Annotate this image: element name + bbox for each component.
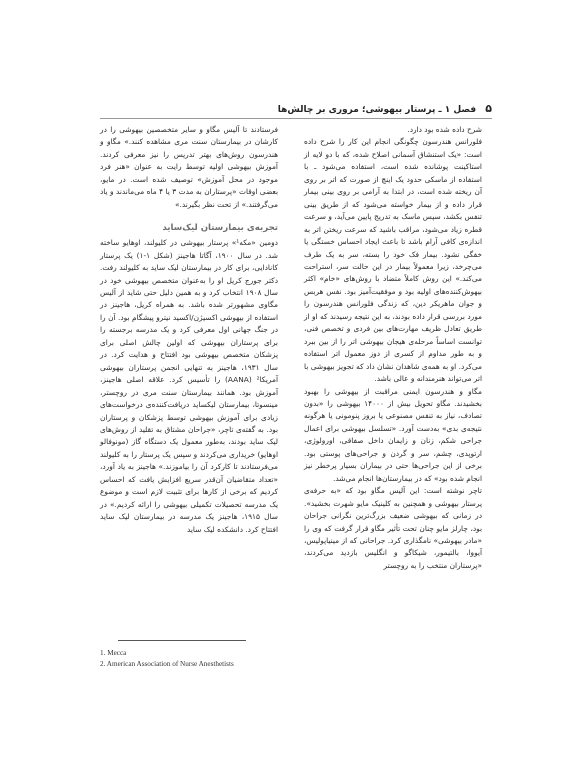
paragraph: مگاو و هندرسون ایمنی مراقبت از بیهوشی را بهبود بخشیدند. مگاو تحویل بیش از ۱۴۰۰۰ بیهوشی را «بدون تصادف، نیاز به تنفس مصنوعی یا بروز پنومونی یا هرگونه نتیجه‌ی بدی» به‌دست آورد. «تسلسل بیهوشی برای اعمال جراحی شکم، زنان و زایمان داخل صفاقی، اورولوژی، ارتوپدی، چشم، سر و گردن و جراحی‌های پوستی بود. برخی از این جراحی‌ها حتی در بیماران بسیار پرخطر نیز انجام شده بود» که در بیمارستان‌ها انجام می‌شد. [304, 386, 482, 483]
footnote: 1. Mecca [100, 649, 127, 657]
paragraph: شرح داده شده بود دارد. [407, 125, 482, 134]
page-number: ۵ [485, 102, 492, 115]
footnotes [100, 648, 290, 670]
right-column [304, 124, 482, 572]
running-head [100, 100, 492, 118]
footnote-rule [118, 640, 246, 641]
chapter-title: فصل ۱ ـ پرستار بیهوشی؛ مروری بر چالش‌ها [277, 105, 477, 115]
left-column [100, 124, 278, 536]
header-rule [100, 118, 492, 119]
section-heading: تجربه‌ی بیمارستان لیک‌ساید [162, 223, 278, 234]
paragraph: فرستادند تا آلیس مگاو و سایر متخصصین بیهوشی را در کارشان در بیمارستان سنت مری مشاهده کنند.» مگاو و هندرسون روش‌های بهتر تدریس را نیز معرفی کردند. آموزش بیهوشی اولیه توسط رایت به عنوان «هنر فرد موجود در محل آموزش» توصیف شده است. در مایو، بعضی اوقات «پرستاران به مدت ۳ یا ۴ ماه می‌ماندند و یاد می‌گرفتند.» از تحت نظر بگیرند.» [100, 125, 278, 209]
paragraph: تاچر نوشته است: این آلیس مگاو بود که «به حرفه‌ی پرستار بیهوشی و همچنین به کلینیک مایو شهرت بخشید». در زمانی که بیهوشی ضعیف بزرگ‌ترین نگرانی جراحان بود، چارلز مایو چنان تحت تأثیر مگاو قرار گرفت که وی را «مادر بیهوشی» نامگذاری کرد. جراحانی که از مینیاپولیس، آیووا، بالتیمور، شیکاگو و انگلیس بازدید می‌کردند، «پرستاران منتخب را به روچستر [304, 486, 482, 570]
paragraph: فلورانس هندرسون چگونگی انجام این کار را شرح داده است: «یک استنشاق آسمانی اصلاح شده، که با دو لایه از استاکینت پوشانده شده است، استفاده می‌شود ـ با استفاده از ماسکی حدود یک اینچ از صورت که اتر بر روی آن ریخته شده است، در ابتدا به آرامی بر روی بینی بیمار قرار داده و از بیمار خواسته می‌شود که از طریق بینی تنفس بکشد، سپس ماسک به تدریج پایین می‌آید، و سرعت قطره زیاد می‌شود، مراقب باشید که سرعت ریختن اتر به اندازه‌ی کافی آرام باشد تا باعث ایجاد احساس خستگی یا خفگی نشود. بیمار فک خود را بسته، سر به یک طرف می‌چرخد، زیرا معمولاً بیمار در این حالت سر، استراحت می‌کند.» این روش کاملاً متضاد با روش‌های «خام» اکثر بیهوش‌کننده‌های اولیه بود و موفقیت‌آمیز بود. نفس هربس و جوان ماهریکر دین، که زندگی فلورانس هندرسون را مورد بررسی قرار داده بودند، به این نتیجه رسیدند که او از طریق تعادل ظریف مهارت‌های بین فردی و تخصص فنی، توانست اساساً مرحله‌ی هیجان بیهوشی اتر را از بین ببرد و به طور مداوم از کسری از دوز معمول اتر استفاده می‌کرد. او به همه‌ی شاهدان نشان داد که تجویز بیهوشی با اتر می‌تواند هنرمندانه و عالی باشد. [304, 137, 482, 384]
footnote: 2. American Association of Nurse Anesthetists [100, 660, 234, 668]
paragraph: دومین «مکه¹» پرستار بیهوشی در کلیولند، اوهایو ساخته شد. در سال ۱۹۰۰، آگاتا هاجینز (شکل ۱-۱) یک پرستار کانادایی، برای کار در بیمارستان لیک ساید به کلیولند رفت. دکتر جورج کریل او را به‌عنوان متخصص بیهوشی خود در سال ۱۹۰۸ انتخاب کرد و به همین دلیل حتی شاید از آلیس مگاوی مشهورتر شده باشد. به همراه کریل، هاجینز در استفاده از بیهوشی اکسیژن/اکسید نیترو پیشگام بود. آن را در جنگ جهانی اول معرفی کرد و یک مدرسه برجسته را برای پرستاران بیهوشی که اولین چالش اصلی برای پزشکان متخصص بیهوشی بود افتتاح و هدایت کرد. در سال ۱۹۳۱، هاجینز به تنهایی انجمن پرستاران بیهوشی آمریکا² (AANA) را تأسیس کرد. علاقه اصلی هاجینز، آموزش بود. همانند بیمارستان سنت مری در روچستر، مینسوتا، بیمارستان لیکساید دریافت‌کننده‌ی درخواست‌های زیادی برای آموزش بیهوشی توسط پزشکان و پرستاران بود. به گفته‌ی تاچر، «جراحان مشتاق به تقلید از روش‌های لیک ساید بودند، به‌طور معمول یک دستگاه گاز (مونوفالو اوهایو) خریداری می‌کردند و سپس یک پرستار را به کلیولند می‌فرستادند تا کارکرد آن را بیاموزند.» هاجینز به یاد آورد، «تعداد متقاضیان آن‌قدر سریع افزایش یافت که احساس کردیم که برخی از کارها برای تثبیت لازم است و موضوع یک مدرسه تحصیلات تکمیلی بیهوشی را ارائه کردیم.» در سال ۱۹۱۵، هاجینز یک مدرسه در بیمارستان لیک ساید افتتاح کرد. دانشکده لیک ساید [100, 238, 279, 534]
